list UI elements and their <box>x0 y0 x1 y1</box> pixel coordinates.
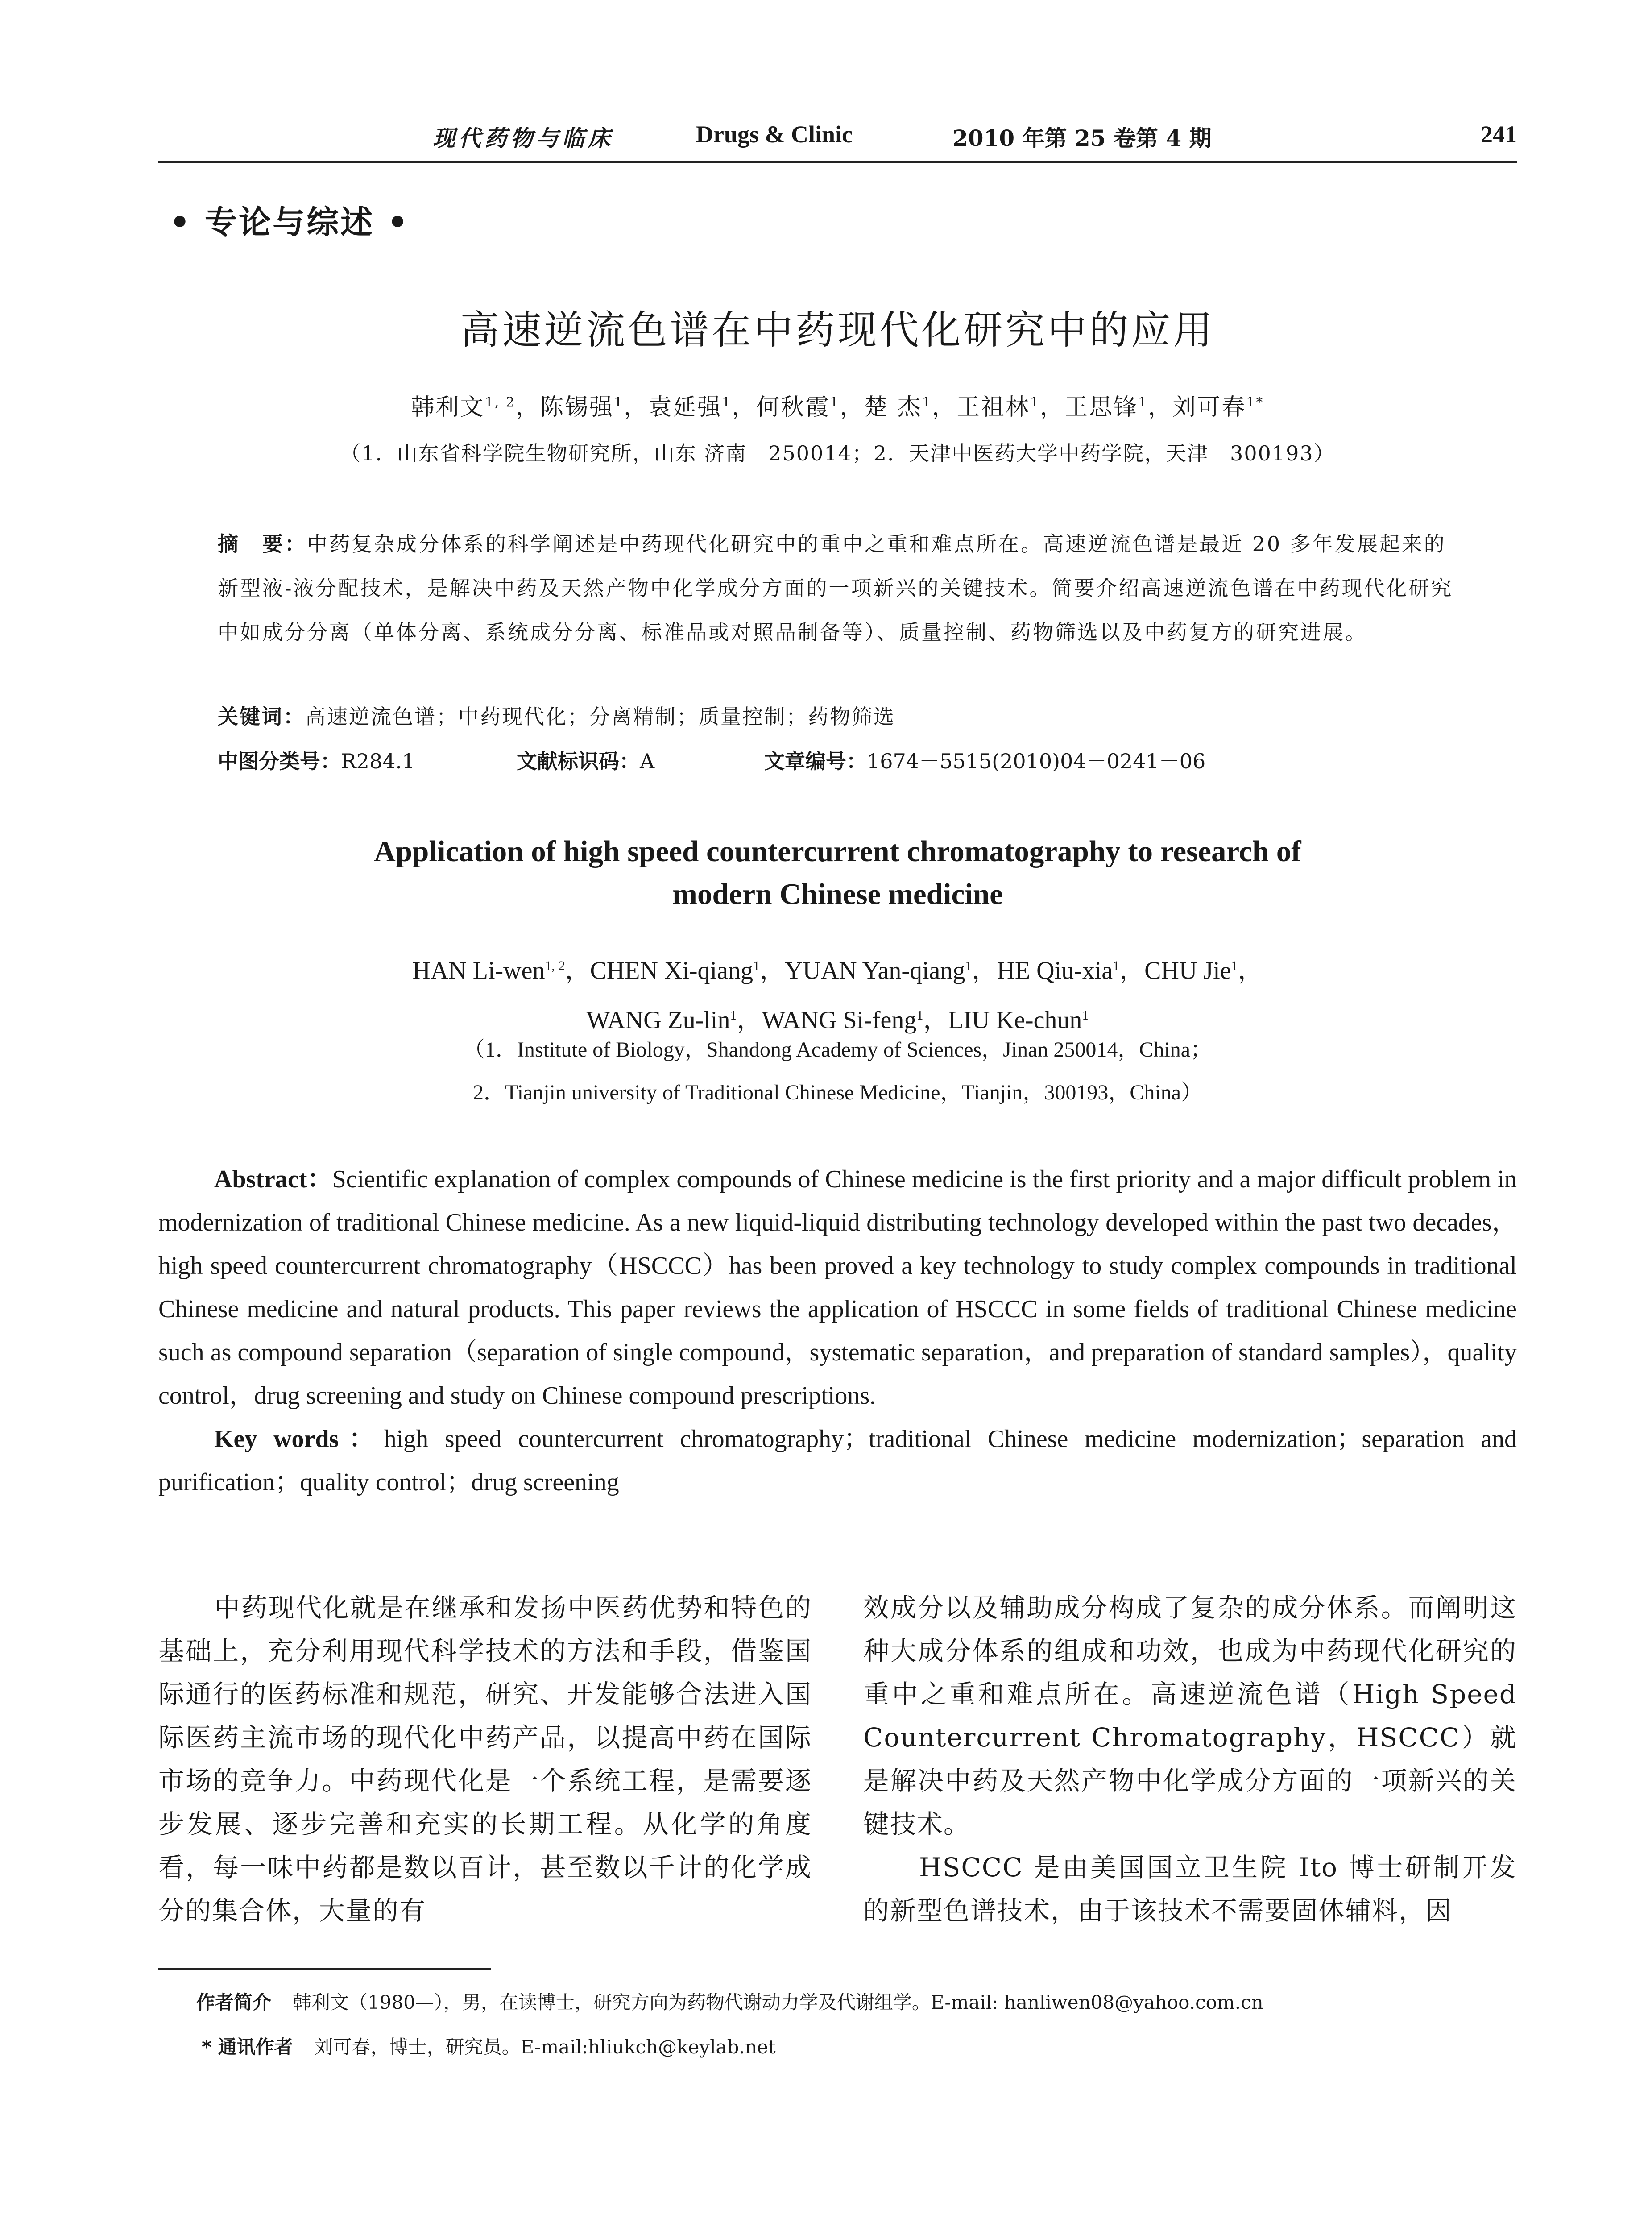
abstract-cn <box>218 522 1453 655</box>
author-name: 袁延强 <box>648 394 722 421</box>
author-affiliation-mark: 1, 2 <box>484 394 516 411</box>
title-cn: 高速逆流色谱在中药现代化研究中的应用 <box>460 307 1215 353</box>
footnote-author-label: 作者简介 <box>196 1991 272 2013</box>
abstract-en-label: Abstract： <box>214 1165 332 1193</box>
footnote-corr-text: 刘可春，博士，研究员。E-mail:hliukch@keylab.net <box>314 2036 776 2058</box>
journal-name-cn: 现代药物与临床 <box>433 125 614 151</box>
journal-name-en: Drugs & Clinic <box>696 121 853 148</box>
author-affiliation-mark: 1 <box>722 394 732 411</box>
footnote-author-text: 韩利文（1980—），男，在读博士，研究方向为药物代谢动力学及代谢组学。E-mail: hanliwen08@yahoo.com.cn <box>293 1991 1263 2013</box>
author-name: HE Qiu-xia <box>997 957 1113 985</box>
body-paragraph-continued: 效成分以及辅助成分构成了复杂的成分体系。而阐明这种大成分体系的组成和功效，也成为中药现代化研究的重中之重和难点所在。高速逆流色谱（High Speed Countercurrent Chromatography，HSCCC）就是解决中药及天然产物中化学成分方面的一项新兴的关键技术。 <box>863 1592 1517 1839</box>
author-affiliation-mark: 1, 2 <box>545 958 565 973</box>
author-name: 楚 杰 <box>864 394 922 421</box>
author-affiliation-mark: 1 <box>613 394 624 411</box>
body-column-left <box>158 1586 812 1932</box>
doc-code-label: 文献标识码： <box>517 749 640 773</box>
body-paragraph: HSCCC 是由美国国立卫生院 Ito 博士研制开发的新型色谱技术，由于该技术不需要固体辅料，因 <box>863 1852 1517 1926</box>
author-name: 韩利文 <box>411 394 485 421</box>
author-affiliation-mark: 1 <box>922 394 932 411</box>
authors-cn: 韩利文$^{1, 2}$，陈锡强$^1$，袁延强$^1$，何秋霞$^1$，楚 杰$^1$，王祖林$^1$，王思锋$^1$，刘可春$^{1*}$ <box>411 394 1264 421</box>
author-affiliation-mark: 1 <box>1113 958 1120 973</box>
author-name: 陈锡强 <box>540 394 614 421</box>
author-affiliation-mark: 1 <box>753 958 760 973</box>
abstract-cn-text: 中药复杂成分体系的科学阐述是中药现代化研究中的重中之重和难点所在。高速逆流色谱是最近 20 多年发展起来的新型液-液分配技术，是解决中药及天然产物中化学成分方面的一项新兴的关键技术。简要介绍高速逆流色谱在中药现代化研究中如成分分离（单体分离、系统成分分离、标准品或对照品制备等）、质量控制、药物筛选以及中药复方的研究进展。 <box>218 532 1453 644</box>
authors-en-line2: WANG Zu-lin$^1$，WANG Si-feng$^1$，LIU Ke-chun$^1$ <box>586 1006 1089 1034</box>
clc-field <box>218 745 415 775</box>
author-affiliation-mark: 1 <box>1082 1008 1089 1023</box>
author-affiliation-mark: 1 <box>1138 394 1148 411</box>
author-affiliation-mark: 1* <box>1246 394 1264 411</box>
article-no-value: 1674－5515(2010)04－0241－06 <box>867 749 1206 773</box>
abstract-en-paragraph <box>158 1158 1517 1418</box>
abstract-en-text: Scientific explanation of complex compounds of Chinese medicine is the first priority and a major difficult problem in modernization of traditional Chinese medicine. As a new liquid-liquid distributing technology developed within the past two decades，high speed countercurrent chromatography（HSCCC）has been proved a key technology to study complex compounds in traditional Chinese medicine and natural products. This paper reviews the application of HSCCC in some fields of traditional Chinese medicine such as compound separation（separation of single compound，systematic separation，and preparation of standard samples），quality control，drug screening and study on Chinese compound prescriptions. <box>158 1165 1517 1410</box>
author-name: CHEN Xi-qiang <box>590 957 753 985</box>
keywords-en-label: Key words： <box>214 1425 384 1453</box>
author-name: WANG Si-feng <box>762 1006 917 1034</box>
running-header <box>158 120 1517 161</box>
author-name: 何秋霞 <box>756 394 830 421</box>
issue-info: 2010 年第 25 卷第 4 期 <box>952 125 1212 151</box>
doc-code-value: A <box>640 749 655 773</box>
keywords-cn <box>218 701 1453 730</box>
affiliation-en-line1: （1．Institute of Biology，Shandong Academy of Sciences，Jinan 250014，China； <box>463 1038 1212 1062</box>
author-name: LIU Ke-chun <box>948 1006 1082 1034</box>
title-en <box>158 830 1517 916</box>
body-column-right <box>863 1586 1517 1932</box>
article-no-field <box>764 745 1205 775</box>
author-affiliation-mark: 1 <box>965 958 972 973</box>
author-name: 刘可春 <box>1172 394 1246 421</box>
clc-value: R284.1 <box>341 749 415 773</box>
title-en-line2: modern Chinese medicine <box>672 878 1003 911</box>
author-name: CHU Jie <box>1144 957 1231 985</box>
section-tag: • 专论与综述 • <box>170 203 410 241</box>
article-no-label: 文章编号： <box>764 749 867 773</box>
clc-label: 中图分类号： <box>218 749 341 773</box>
author-name: 王祖林 <box>956 394 1030 421</box>
affiliation-en <box>158 1028 1517 1114</box>
keywords-en-text: high speed countercurrent chromatography；traditional Chinese medicine modernization；separation and purification；quality control；drug screening <box>158 1425 1517 1496</box>
footnote-corr-label: * 通讯作者 <box>202 2036 293 2058</box>
affiliation-cn: （1．山东省科学院生物研究所，山东 济南 250014；2．天津中医药大学中药学院，天津 300193） <box>340 441 1335 465</box>
page-number: 241 <box>1481 121 1517 148</box>
author-name: 王思锋 <box>1064 394 1139 421</box>
author-affiliation-mark: 1 <box>1231 958 1238 973</box>
keywords-cn-text: 高速逆流色谱；中药现代化；分离精制；质量控制；药物筛选 <box>305 705 895 729</box>
author-affiliation-mark: 1 <box>1030 394 1040 411</box>
author-name: HAN Li-wen <box>412 957 545 985</box>
keywords-cn-label: 关键词： <box>218 705 305 729</box>
abstract-cn-label: 摘 要： <box>218 532 307 556</box>
title-en-line1: Application of high speed countercurrent chromatography to research of <box>374 835 1301 868</box>
affiliation-en-line2: 2．Tianjin university of Traditional Chinese Medicine，Tianjin，300193，China） <box>472 1081 1203 1104</box>
keywords-en-paragraph <box>158 1418 1517 1504</box>
author-name: WANG Zu-lin <box>586 1006 730 1034</box>
footnote-corresponding <box>202 2032 776 2059</box>
classification-line <box>218 745 1453 776</box>
author-affiliation-mark: 1 <box>830 394 840 411</box>
footnote-author <box>196 1988 1263 2015</box>
authors-en-line1: HAN Li-wen$^{1, 2}$，CHEN Xi-qiang$^1$，YUAN Yan-qiang$^1$，HE Qiu-xia$^1$，CHU Jie$^1$， <box>412 957 1263 985</box>
header-rule <box>158 161 1517 163</box>
abstract-en <box>158 1158 1517 1504</box>
footnote-rule <box>158 1968 491 1970</box>
authors-en <box>158 944 1517 1042</box>
author-name: YUAN Yan-qiang <box>784 957 965 985</box>
author-affiliation-mark: 1 <box>916 1008 923 1023</box>
doc-code-field <box>517 745 654 775</box>
body-paragraph: 中药现代化就是在继承和发扬中医药优势和特色的基础上，充分利用现代科学技术的方法和手段，借鉴国际通行的医药标准和规范，研究、开发能够合法进入国际医药主流市场的现代化中药产品，以提高中药在国际市场的竞争力。中药现代化是一个系统工程，是需要逐步发展、逐步完善和充实的长期工程。从化学的角度看，每一味中药都是数以百计，甚至数以千计的化学成分的集合体，大量的有 <box>158 1592 812 1926</box>
author-affiliation-mark: 1 <box>730 1008 737 1023</box>
